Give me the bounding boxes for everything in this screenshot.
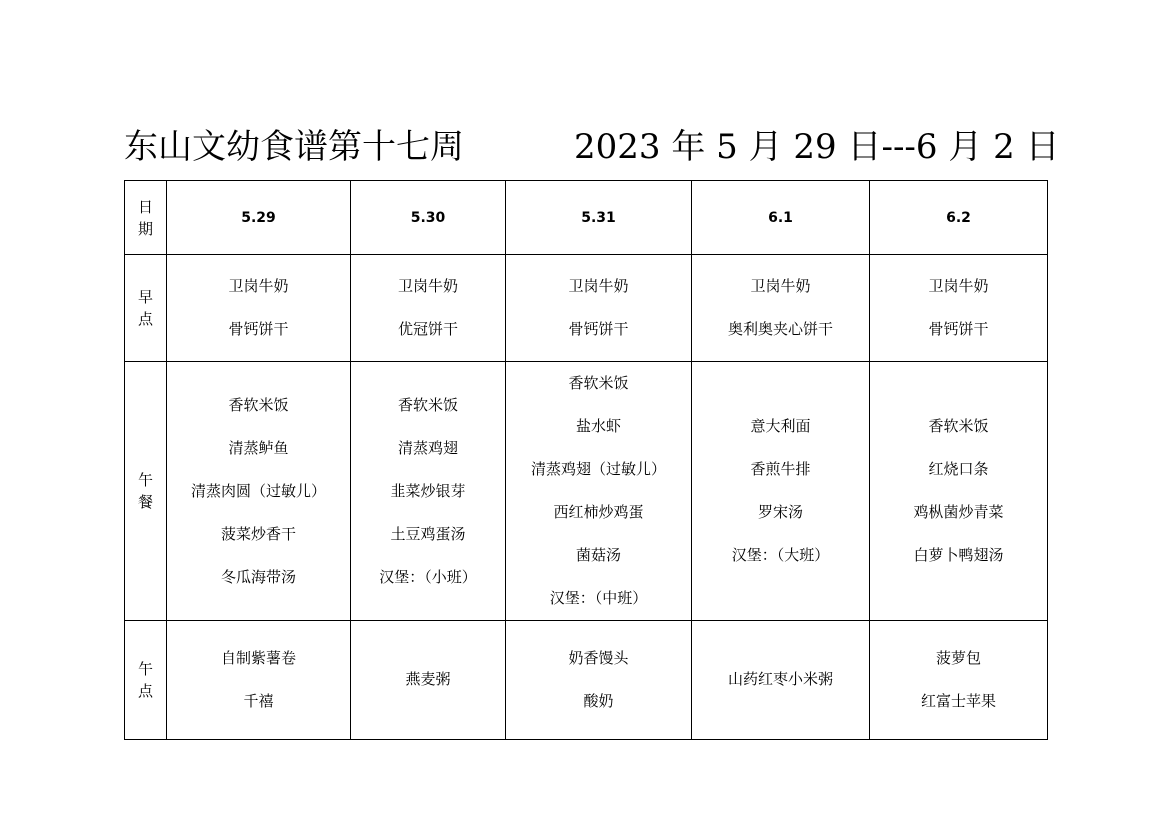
- snack-cell: [351, 621, 506, 740]
- date-cell: 6.2: [870, 181, 1048, 255]
- snack-cell: [692, 621, 870, 740]
- date-cell: 5.30: [351, 181, 506, 255]
- menu-item: 骨钙饼干: [568, 320, 629, 338]
- breakfast-cell: [692, 255, 870, 362]
- row-header-date: 日 期: [125, 181, 167, 255]
- menu-item: 清蒸鲈鱼: [228, 438, 289, 457]
- breakfast-cell: [870, 255, 1048, 362]
- lunch-cell: [167, 362, 351, 621]
- menu-item: 鸡枞菌炒青菜: [913, 503, 1004, 521]
- breakfast-row: [125, 255, 1048, 362]
- snack-cell: [870, 621, 1048, 740]
- menu-item: 自制紫薯卷: [220, 649, 296, 667]
- snack-cell: [167, 621, 351, 740]
- row-header-lunch: 午 餐: [125, 362, 167, 621]
- menu-item: 卫岗牛奶: [928, 277, 989, 295]
- title-date-range: 2023 年 5 月 29 日---6 月 2 日: [574, 127, 1060, 167]
- menu-item: 香软米饭: [568, 374, 629, 392]
- menu-item: 红烧口条: [928, 460, 989, 478]
- menu-item: 清蒸鸡翅: [397, 438, 458, 457]
- afternoon-snack-row: [125, 621, 1048, 740]
- menu-table: [124, 180, 1048, 740]
- menu-item: 酸奶: [583, 692, 614, 710]
- menu-item: 菠菜炒香干: [220, 524, 296, 543]
- menu-item: 卫岗牛奶: [750, 277, 811, 295]
- menu-item: 韭菜炒银芽: [390, 481, 466, 500]
- menu-item: 冬瓜海带汤: [220, 567, 296, 586]
- lunch-cell: [506, 362, 692, 621]
- menu-item: 清蒸肉圆（过敏儿）: [190, 481, 326, 500]
- date-cell: 5.29: [167, 181, 351, 255]
- row-header-snack: 午 点: [125, 621, 167, 740]
- menu-item: 燕麦粥: [405, 670, 451, 688]
- menu-item: 山药红枣小米粥: [727, 670, 833, 688]
- menu-item: 骨钙饼干: [928, 320, 989, 338]
- menu-item: 西红柿炒鸡蛋: [553, 503, 644, 521]
- lunch-cell: [692, 362, 870, 621]
- menu-item: 罗宋汤: [757, 503, 803, 521]
- menu-item: 土豆鸡蛋汤: [390, 524, 466, 543]
- lunch-row: [125, 362, 1048, 621]
- menu-item: 卫岗牛奶: [397, 277, 458, 295]
- menu-item: 卫岗牛奶: [228, 277, 289, 295]
- breakfast-cell: [167, 255, 351, 362]
- menu-item: 卫岗牛奶: [568, 277, 629, 295]
- date-cell: 5.31: [506, 181, 692, 255]
- breakfast-cell: [351, 255, 506, 362]
- menu-item: 奥利奥夹心饼干: [727, 320, 833, 338]
- page-title: [124, 124, 1060, 170]
- menu-item: 奶香馒头: [568, 649, 629, 667]
- menu-item: 千禧: [243, 692, 274, 710]
- menu-item: 白萝卜鸭翅汤: [913, 546, 1004, 564]
- menu-item: 香软米饭: [397, 395, 458, 414]
- menu-item: 菌菇汤: [575, 546, 621, 564]
- row-header-breakfast: 早 点: [125, 255, 167, 362]
- menu-item: 香软米饭: [228, 395, 289, 414]
- breakfast-cell: [506, 255, 692, 362]
- lunch-cell: [870, 362, 1048, 621]
- menu-item: 汉堡：（大班）: [731, 546, 830, 564]
- menu-item: 汉堡：（中班）: [549, 589, 648, 607]
- menu-item: 汉堡：（小班）: [379, 567, 477, 586]
- menu-item: 红富士苹果: [920, 692, 996, 710]
- date-cell: 6.1: [692, 181, 870, 255]
- title-school-week: 东山文幼食谱第十七周: [124, 127, 464, 167]
- menu-item: 骨钙饼干: [228, 320, 289, 338]
- snack-cell: [506, 621, 692, 740]
- lunch-cell: [351, 362, 506, 621]
- menu-item: 香煎牛排: [750, 460, 811, 478]
- menu-item: 菠萝包: [935, 649, 981, 667]
- menu-item: 香软米饭: [928, 417, 989, 435]
- menu-item: 意大利面: [750, 417, 811, 435]
- menu-item: 盐水虾: [575, 417, 621, 435]
- menu-item: 清蒸鸡翅（过敏儿）: [530, 460, 666, 478]
- date-row: [125, 181, 1048, 255]
- menu-item: 优冠饼干: [397, 320, 458, 338]
